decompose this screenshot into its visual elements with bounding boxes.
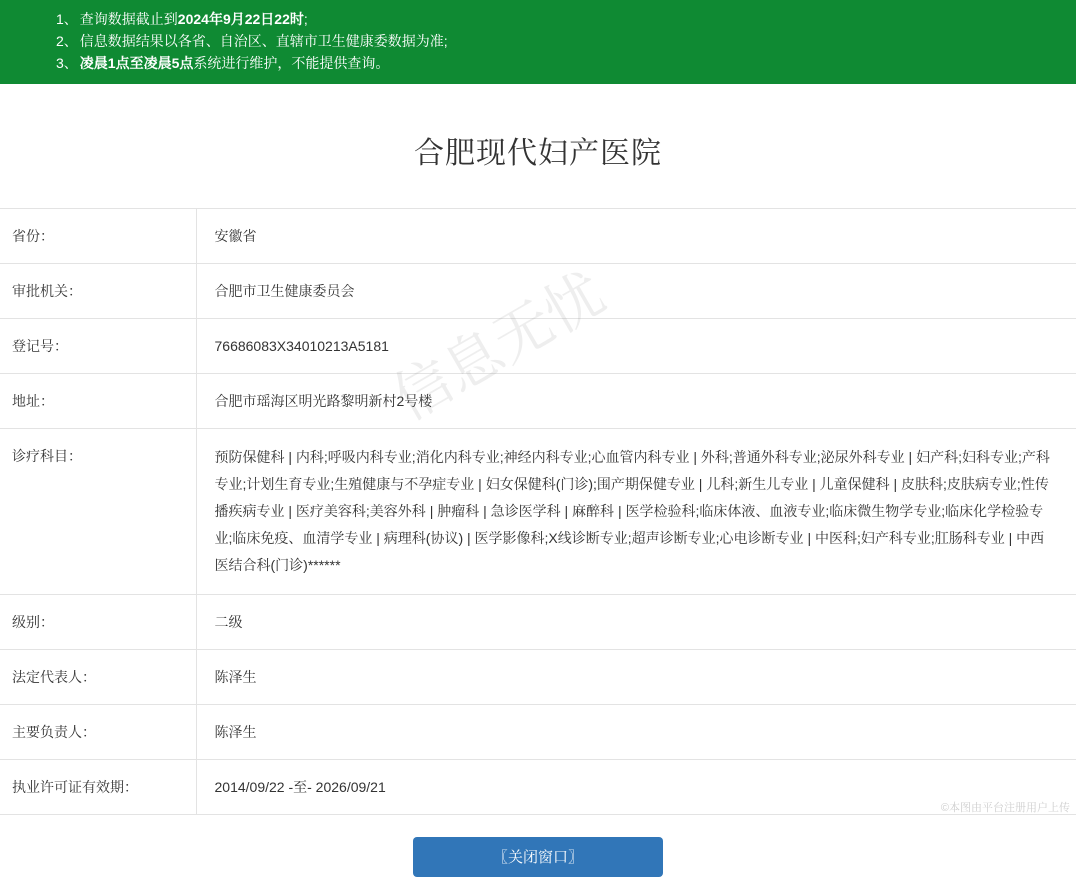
row-value: 合肥市瑶海区明光路黎明新村2号楼 (214, 393, 433, 409)
watermark-text: 信息无忧 (382, 260, 616, 433)
table-row (0, 374, 1076, 429)
notice-item-text: 系统进行维护，不能提供查询。 (193, 55, 390, 71)
notice-list (0, 8, 1076, 74)
row-label: 执业许可证有效期： (0, 760, 196, 815)
notice-item (0, 52, 1076, 74)
row-label: 级别： (0, 595, 196, 650)
row-label: 省份： (0, 209, 196, 264)
table-row (0, 760, 1076, 815)
close-window-button[interactable]: 〖关闭窗口〗 (413, 837, 663, 877)
row-label: 登记号： (0, 319, 196, 374)
notice-item-text: 凌晨1点至凌晨5点 (79, 55, 194, 71)
corner-watermark: ©本图由平台注册用户上传 (940, 802, 1070, 814)
notice-item-text: 信息数据结果以各省、自治区、直辖市卫生健康委数据为准; (79, 33, 448, 49)
table-row (0, 319, 1076, 374)
table-row (0, 650, 1076, 705)
notice-item-number: 3、 (56, 55, 78, 71)
notice-item-text: 2024年9月22日22时 (177, 11, 304, 27)
notice-item-text: 查询数据截止到 (79, 11, 178, 27)
table-row (0, 429, 1076, 595)
notice-item (0, 8, 1076, 30)
row-value: 安徽省 (214, 228, 257, 244)
notice-item-number: 2、 (56, 33, 78, 49)
row-value: 二级 (214, 614, 243, 630)
row-value: 预防保健科 | 内科;呼吸内科专业;消化内科专业;神经内科专业;心血管内科专业 | 外科;普通外科专业;泌尿外科专业 | 妇产科;妇科专业;产科专业;计划生育专业;生殖健康与不孕症专业 | 妇女保健科(门诊);围产期保健专业 | 儿科;新生儿专业 | 儿童保健科 | 皮肤科;皮肤病专业;性传播疾病专业 | 医疗美容科;美容外科 | 肿瘤科 | 急诊医学科 | 麻醉科 | 医学检验科;临床体液、血液专业;临床微生物学专业;临床化学检验专业;临床免疫、血清学专业 | 病理科(协议) | 医学影像科;X线诊断专业;超声诊断专业;心电诊断专业 | 中医科;妇产科专业;肛肠科专业 | 中西医结合科(门诊)****** (214, 449, 1050, 573)
row-value: 合肥市卫生健康委员会 (214, 283, 355, 299)
table-row (0, 705, 1076, 760)
row-label: 主要负责人： (0, 705, 196, 760)
row-value: 陈泽生 (214, 724, 257, 740)
row-label: 法定代表人： (0, 650, 196, 705)
table-row (0, 264, 1076, 319)
page-title: 合肥现代妇产医院 (414, 137, 662, 170)
row-label: 审批机关： (0, 264, 196, 319)
table-row (0, 209, 1076, 264)
footer (0, 815, 1076, 877)
hospital-info-table (0, 208, 1076, 815)
notice-banner (0, 0, 1076, 84)
notice-item-number: 1、 (56, 11, 78, 27)
row-label: 地址： (0, 374, 196, 429)
row-value: 陈泽生 (214, 669, 257, 685)
table-row (0, 595, 1076, 650)
notice-item (0, 30, 1076, 52)
row-value: 2014/09/22 -至- 2026/09/21 (214, 779, 386, 795)
row-value: 76686083X34010213A5181 (214, 338, 389, 354)
row-label: 诊疗科目： (0, 429, 196, 595)
notice-item-text: ; (303, 11, 308, 27)
